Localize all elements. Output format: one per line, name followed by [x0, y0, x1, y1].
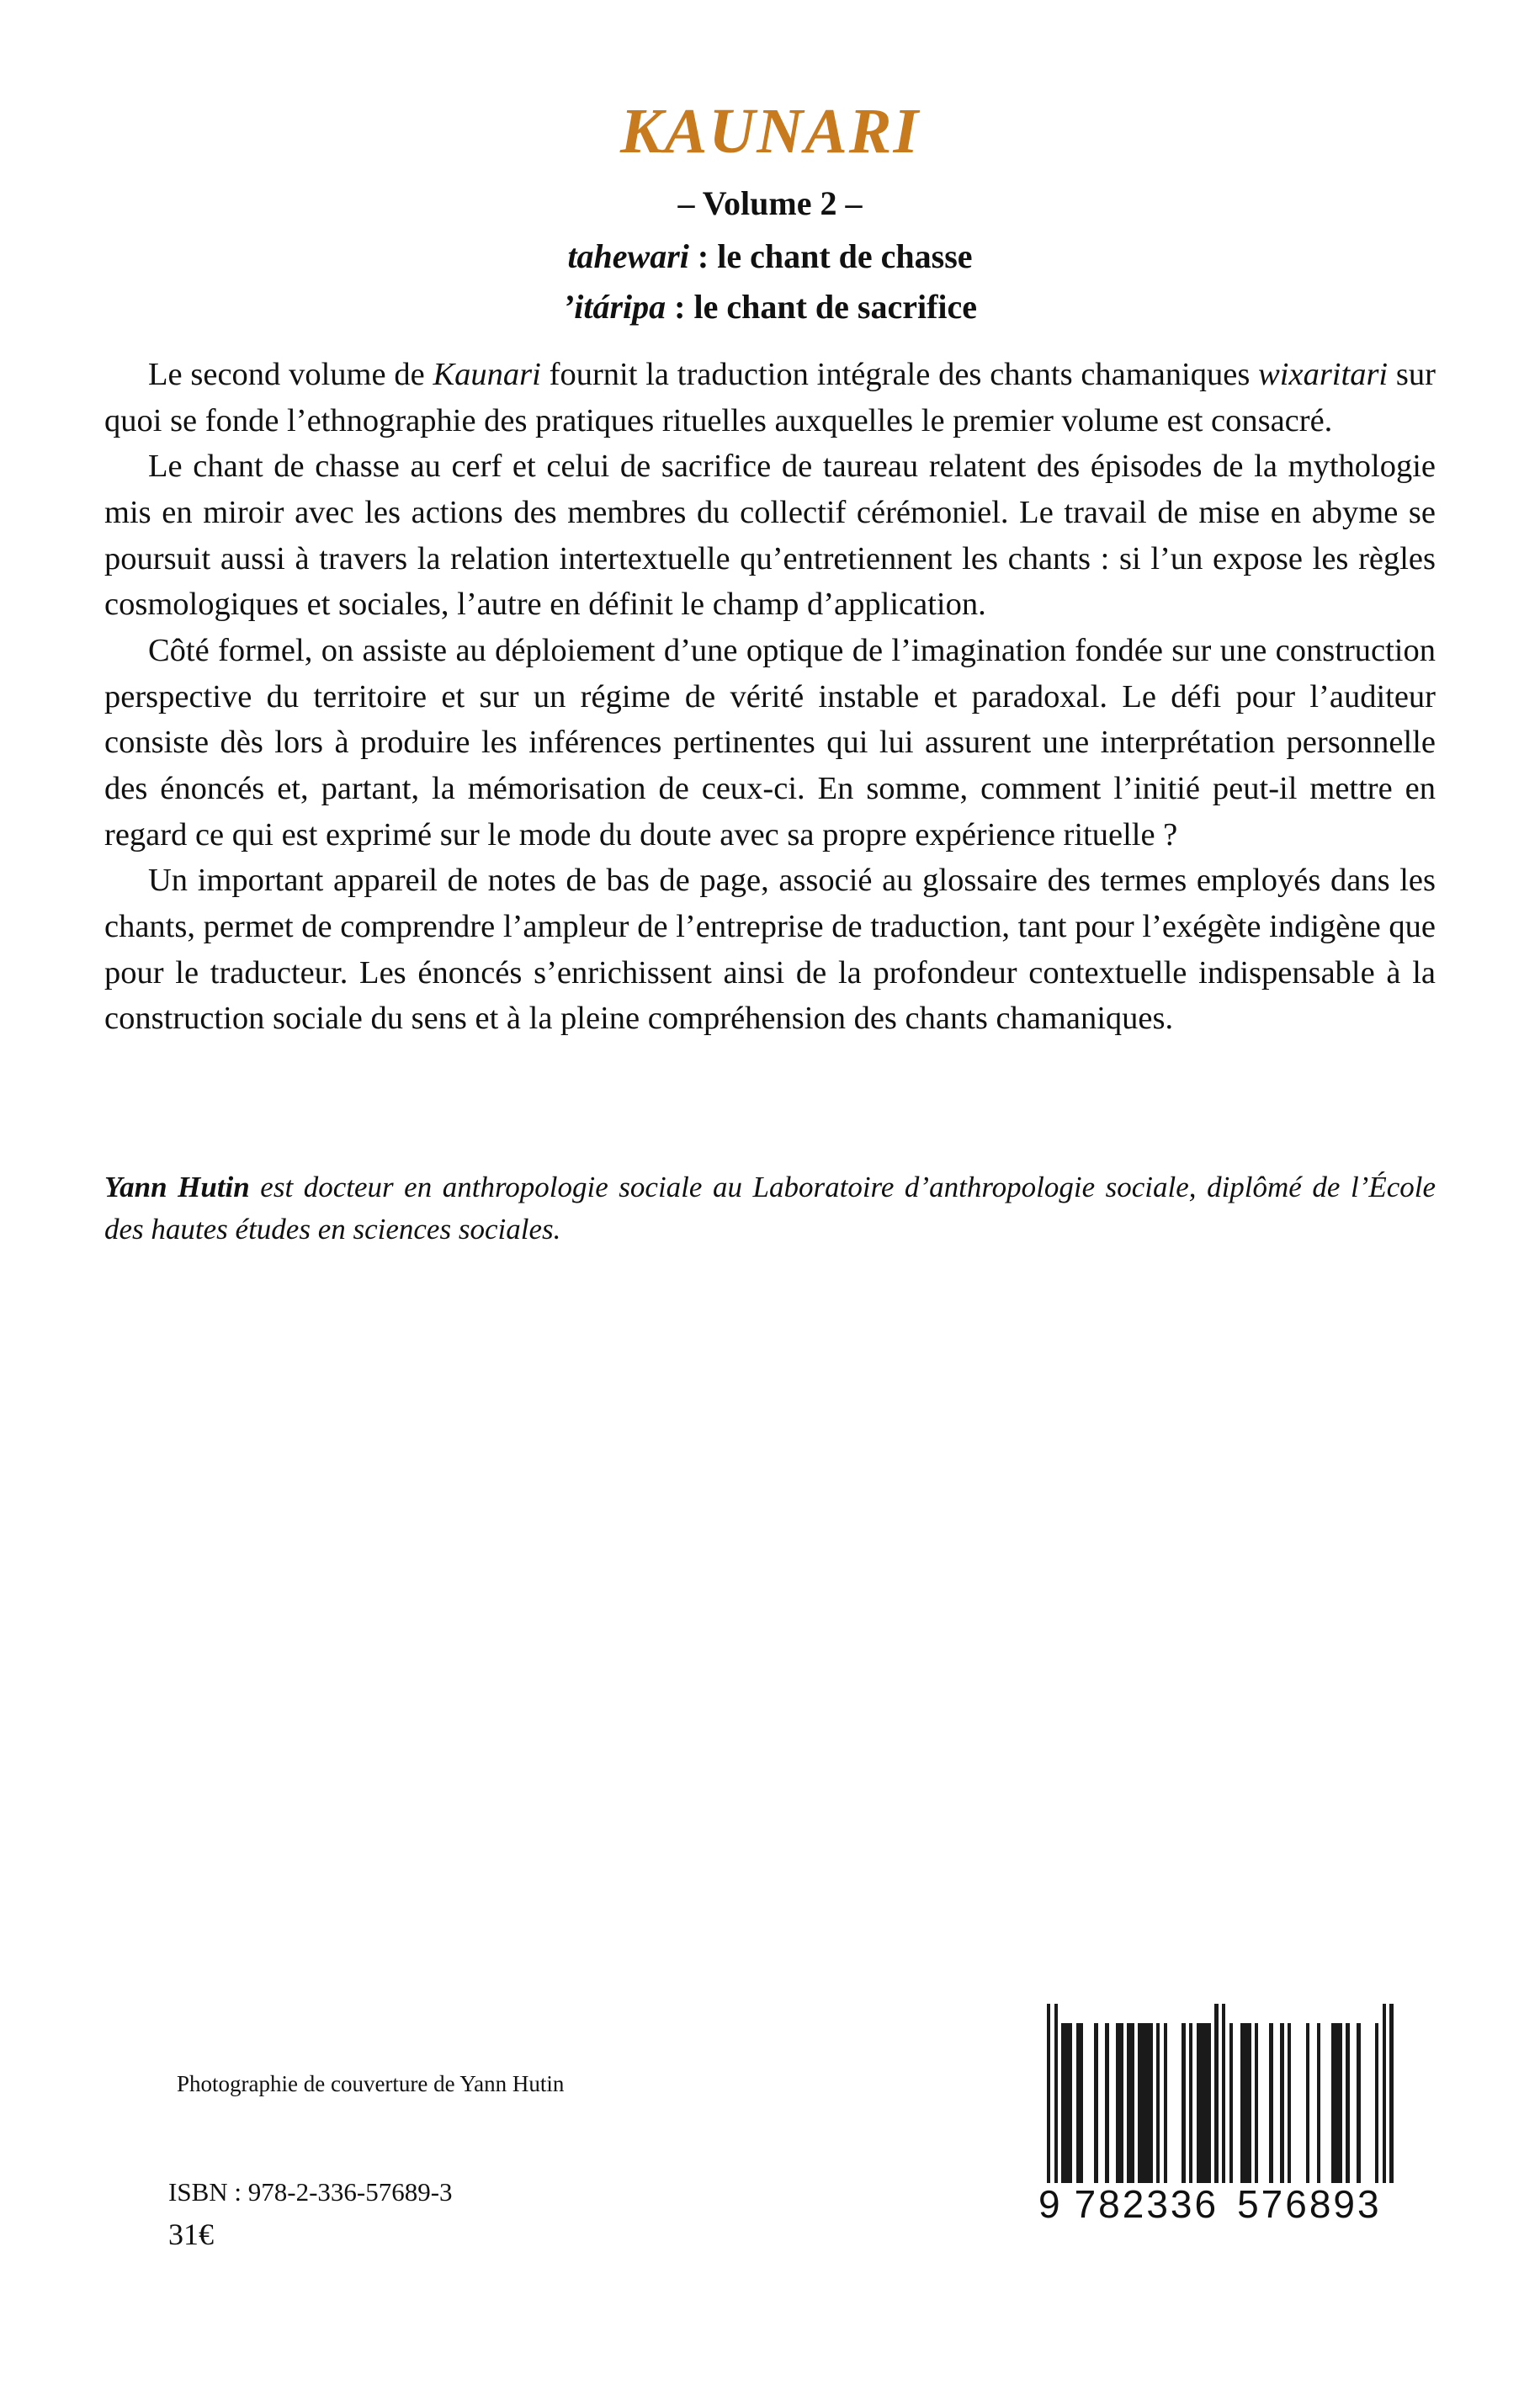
page-title: KAUNARI — [619, 96, 921, 167]
blurb-run: fournit la traduction intégrale des chants chamaniques — [540, 357, 1259, 392]
blurb-run: Un important appareil de notes de bas de page, associé au glossaire des termes employés dans les chants, permet de comprendre l’ampleur de l’entreprise de traduction, tant pour l’exégète indigène que pour le traducteur. Les énoncés s’enrichissent ainsi de la profondeur contextuelle indispensable à la construction sociale du sens et à la pleine compréhension des chants chamaniques. — [104, 863, 1436, 1037]
barcode-space — [1258, 2023, 1269, 2183]
barcode-space — [1098, 2023, 1106, 2183]
barcode-bar — [1127, 2023, 1134, 2183]
barcode-right-group: 576893 — [1237, 2182, 1382, 2226]
author-bio-text: est docteur en anthropologie sociale au Laboratoire d’anthropologie sociale, diplômé de l’École des hautes études en sciences sociales. — [104, 1170, 1436, 1246]
barcode-space — [1361, 2023, 1375, 2183]
barcode-space — [1083, 2023, 1094, 2183]
barcode-lead-digit: 9 — [1038, 2182, 1061, 2226]
subtitle-line-2 — [0, 286, 1540, 328]
barcode-space — [1233, 2023, 1240, 2183]
author-name: Yann Hutin — [104, 1170, 250, 1203]
blurb-paragraph — [104, 858, 1436, 1042]
blurb-paragraph — [104, 628, 1436, 858]
subtitle-term-tahewari: tahewari — [567, 237, 689, 275]
subtitle-rest-1: : le chant de chasse — [688, 237, 973, 275]
volume-label: – Volume 2 – — [677, 184, 863, 222]
barcode-space — [1309, 2023, 1317, 2183]
barcode-bar — [1331, 2023, 1342, 2183]
blurb-run: sur quoi se fonde l’ethnographie des pratiques rituelles auxquelles le premier volume est consacré. — [104, 357, 1436, 438]
subtitle-term-itaripa: ’itáripa — [562, 288, 666, 326]
barcode-bar — [1116, 2023, 1123, 2183]
price-text: 31€ — [168, 2217, 214, 2251]
subtitle-line-1 — [0, 236, 1540, 278]
blurb-paragraph — [104, 352, 1436, 444]
blurb-term-italic: Kaunari — [433, 357, 541, 392]
barcode-bars — [1035, 2023, 1405, 2183]
author-bio — [104, 1166, 1436, 1250]
isbn-text: ISBN : 978-2-336-57689-3 — [168, 2177, 453, 2207]
barcode-bar — [1197, 2023, 1211, 2183]
footer — [0, 2023, 1540, 2385]
blurb-run: Le chant de chasse au cerf et celui de sacrifice de taureau relatent des épisodes de la mythologie mis en miroir avec les actions des membres du collectif cérémoniel. Le travail de mise en abyme se poursuit aussi à travers la relation intertextuelle qu’entretiennent les chants : si l’un expose les règles cosmologiques et sociales, l’autre en définit le champ d’application. — [104, 449, 1436, 623]
photo-credit: Photographie de couverture de Yann Hutin — [177, 2071, 565, 2096]
isbn-block — [168, 2175, 453, 2255]
blurb-paragraph — [104, 444, 1436, 628]
barcode-bar — [1389, 2004, 1393, 2183]
barcode — [1035, 2023, 1405, 2227]
barcode-bar — [1061, 2023, 1072, 2183]
blurb-text — [104, 352, 1436, 1042]
barcode-bar — [1138, 2023, 1152, 2183]
blurb-run: Côté formel, on assiste au déploiement d’une optique de l’imagination fondée sur une construction perspective du territoire et sur un régime de vérité instable et paradoxal. Le défi pour l’auditeur consiste dès lors à produire les inférences pertinentes qui lui assurent une interprétation personnelle des énoncés et, partant, la mémorisation de ceux-ci. En somme, comment l’initié peut-il mettre en regard ce qui est exprimé sur le mode du doute avec sa propre expérience rituelle ? — [104, 632, 1436, 853]
blurb-term-italic: wixaritari — [1258, 357, 1389, 392]
barcode-space — [1320, 2023, 1331, 2183]
blurb-run: Le second volume de — [148, 357, 433, 392]
barcode-left-group: 782336 — [1074, 2182, 1219, 2226]
barcode-digits — [1035, 2181, 1405, 2227]
barcode-space — [1291, 2023, 1305, 2183]
barcode-space — [1167, 2023, 1182, 2183]
subtitle-rest-2: : le chant de sacrifice — [666, 288, 978, 326]
barcode-bar — [1240, 2023, 1251, 2183]
barcode-bar — [1076, 2023, 1084, 2183]
barcode-space — [1273, 2023, 1281, 2183]
barcode-space — [1109, 2023, 1117, 2183]
barcode-space — [1350, 2023, 1357, 2183]
title-block — [0, 0, 1540, 328]
